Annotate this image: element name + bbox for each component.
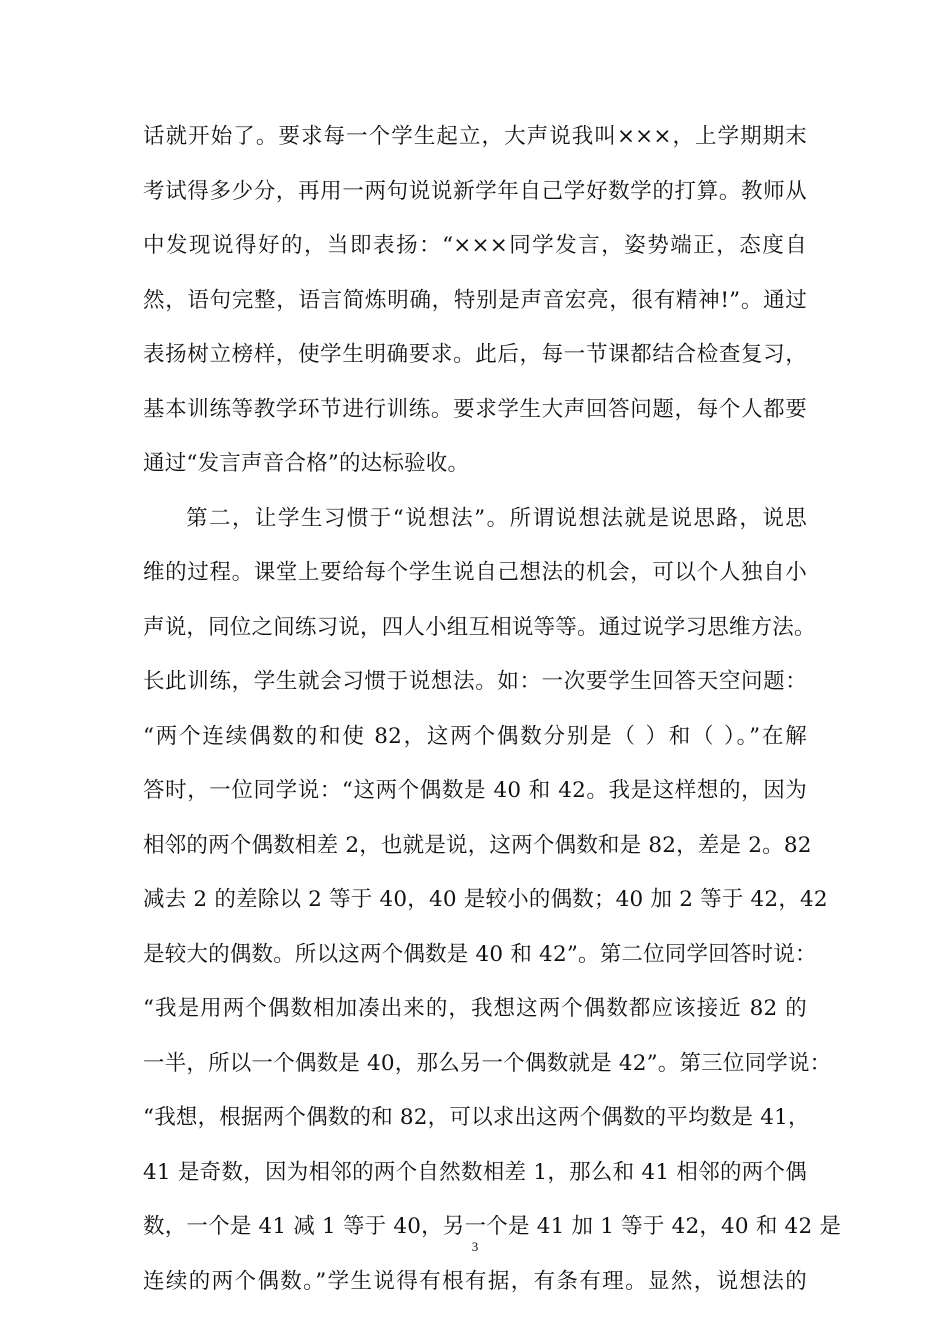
text-line: 连续的两个偶数。”学生说得有根有据，有条有理。显然，说想法的 bbox=[143, 1268, 807, 1294]
text-line: “两个连续偶数的和使 82，这两个偶数分别是（ ）和（ ）。”在解 bbox=[143, 723, 807, 749]
body-text bbox=[143, 110, 842, 1309]
text-line: 相邻的两个偶数相差 2，也就是说，这两个偶数和是 82，差是 2。82 bbox=[143, 832, 812, 858]
text-line: 中发现说得好的，当即表扬：“×××同学发言，姿势端正，态度自 bbox=[143, 233, 807, 258]
text-line: 基本训练等教学环节进行训练。要求学生大声回答问题，每个人都要 bbox=[143, 396, 807, 422]
text-line: 表扬树立榜样，使学生明确要求。此后，每一节课都结合检查复习， bbox=[143, 342, 807, 367]
text-line: 长此训练，学生就会习惯于说想法。如：一次要学生回答天空问题： bbox=[143, 669, 807, 694]
text-line: 维的过程。课堂上要给每个学生说自己想法的机会，可以个人独自小 bbox=[143, 560, 807, 585]
text-line: 话就开始了。要求每一个学生起立，大声说我叫×××，上学期期末 bbox=[143, 124, 807, 149]
paragraph-start-line: 第二，让学生习惯于“说想法”。所谓说想法就是说思路，说思 bbox=[186, 505, 807, 531]
text-line: 是较大的偶数。所以这两个偶数是 40 和 42”。第二位同学回答时说： bbox=[143, 941, 817, 967]
text-line: 数，一个是 41 减 1 等于 40，另一个是 41 加 1 等于 42，40 和 42 是 bbox=[143, 1214, 842, 1239]
text-line: 通过“发言声音合格”的达标验收。 bbox=[143, 451, 470, 476]
text-line: 减去 2 的差除以 2 等于 40，40 是较小的偶数；40 加 2 等于 42，42 bbox=[143, 887, 828, 912]
text-line: 声说，同位之间练习说，四人小组互相说等等。通过说学习思维方法。 bbox=[143, 614, 816, 640]
text-line: 41 是奇数，因为相邻的两个自然数相差 1，那么和 41 相邻的两个偶 bbox=[143, 1159, 807, 1185]
text-line: 答时，一位同学说：“这两个偶数是 40 和 42。我是这样想的，因为 bbox=[143, 778, 807, 803]
page-number: 3 bbox=[471, 1239, 479, 1254]
text-line: “我是用两个偶数相加凑出来的，我想这两个偶数都应该接近 82 的 bbox=[143, 996, 807, 1021]
text-line: “我想，根据两个偶数的和 82，可以求出这两个偶数的平均数是 41， bbox=[143, 1105, 810, 1130]
text-line: 一半，所以一个偶数是 40，那么另一个偶数就是 42”。第三位同学说： bbox=[143, 1050, 832, 1076]
text-line: 然，语句完整，语言简炼明确，特别是声音宏亮，很有精神!”。通过 bbox=[143, 287, 807, 313]
text-line: 考试得多少分，再用一两句说说新学年自己学好数学的打算。教师从 bbox=[143, 178, 807, 204]
